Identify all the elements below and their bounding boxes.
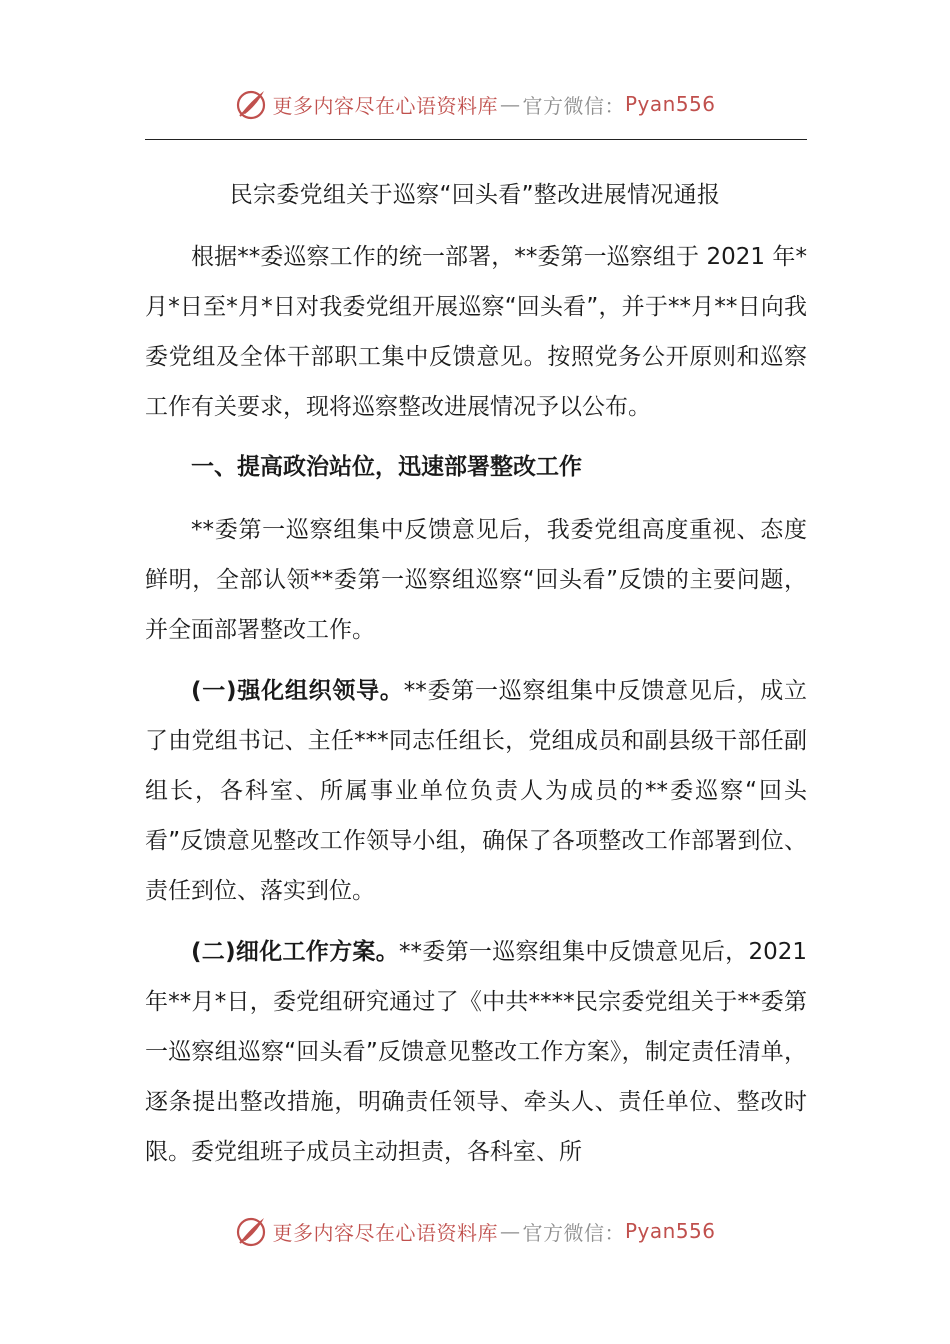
section-heading-text: 一、提高政治站位，迅速部署整改工作 (191, 454, 582, 480)
banner-wechat-label: 官方微信： (522, 93, 625, 118)
header-banner (0, 84, 950, 124)
item-text: **委第一巡察组集中反馈意见后，2021 年**月*日，委党组研究通过了《中共****民宗委党组关于**委第一巡察组巡察“回头看”反馈意见整改工作方案》，制定责任清单，逐条提出整改措施，明确责任领导、牵头人、责任单位、整改时限。委党组班子成员主动担责，各科室、所 (145, 939, 807, 1165)
paragraph-text: 根据**委巡察工作的统一部署，**委第一巡察组于 2021 年*月*日至*月*日对我委党组开展巡察“回头看”，并于**月**日向我委党组及全体干部职工集中反馈意见。按照党务公开原则和巡察工作有关要求，现将巡察整改进展情况予以公布。 (145, 244, 807, 420)
banner-dash: — (499, 1219, 521, 1243)
banner-wechat-id: Pyan556 (624, 92, 716, 116)
banner-dash: — (499, 92, 521, 116)
paragraph-item-2 (145, 927, 807, 1177)
document-title: 民宗委党组关于巡察“回头看”整改进展情况通报 (229, 182, 721, 208)
quill-logo-icon (234, 87, 268, 121)
paragraph-text (145, 666, 807, 916)
item-label: (二)细化工作方案。 (191, 939, 399, 965)
banner-wechat-label: 官方微信： (522, 1220, 625, 1245)
footer-banner (0, 1211, 950, 1251)
paragraph-section-1 (145, 505, 807, 655)
paragraph-item-1 (145, 666, 807, 916)
paragraph-text: **委第一巡察组集中反馈意见后，我委党组高度重视、态度鲜明，全部认领**委第一巡察组巡察“回头看”反馈的主要问题，并全面部署整改工作。 (145, 517, 807, 643)
item-text: **委第一巡察组集中反馈意见后，成立了由党组书记、主任***同志任组长，党组成员和副县级干部任副组长，各科室、所属事业单位负责人为成员的**委巡察“回头看”反馈意见整改工作领导小组，确保了各项整改工作部署到位、责任到位、落实到位。 (145, 678, 808, 904)
section-heading-1 (145, 442, 807, 492)
paragraph-text (145, 927, 807, 1177)
paragraph-intro (145, 232, 807, 432)
header-divider (145, 139, 807, 140)
quill-logo-icon (234, 1214, 268, 1248)
banner-text: 更多内容尽在心语资料库 (272, 93, 498, 118)
banner-text: 更多内容尽在心语资料库 (272, 1220, 498, 1245)
banner-wechat-id: Pyan556 (624, 1219, 716, 1243)
item-label: (一)强化组织领导。 (191, 678, 404, 704)
